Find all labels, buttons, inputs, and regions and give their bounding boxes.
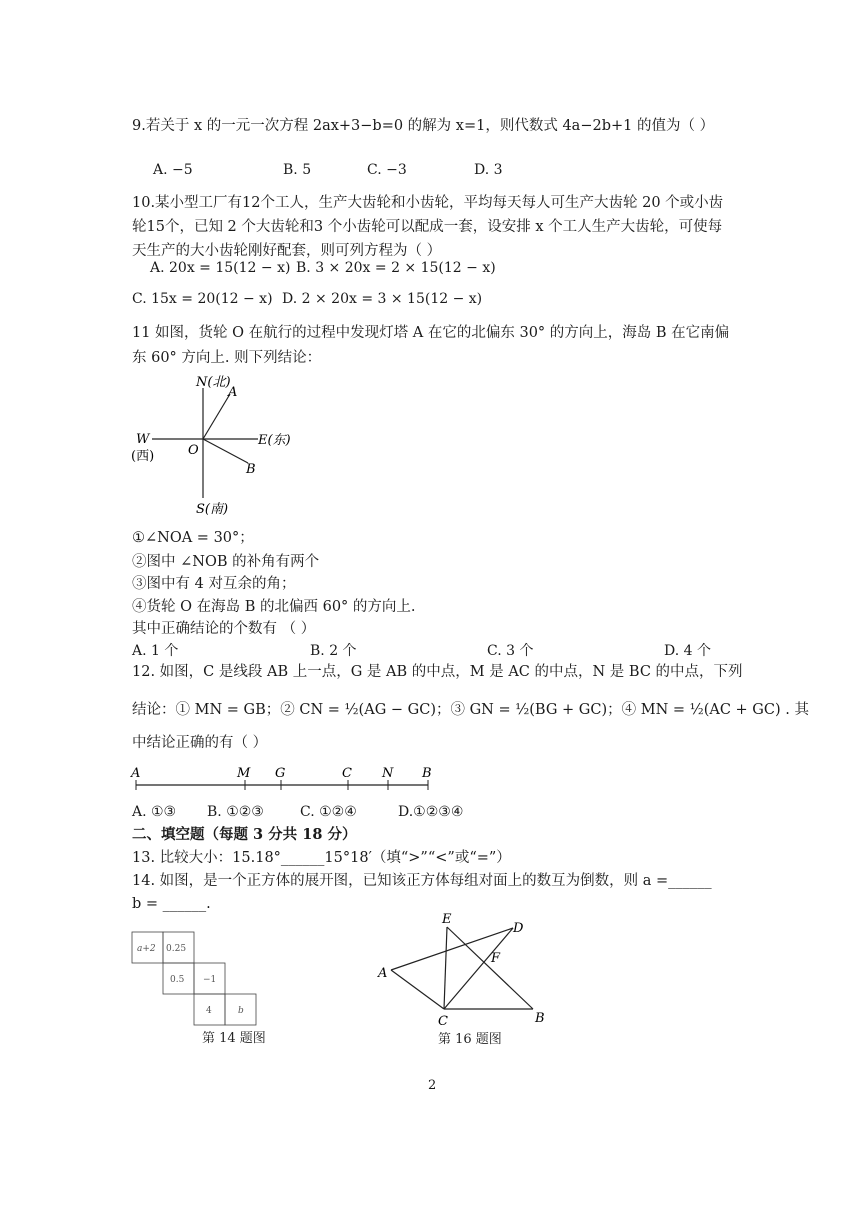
fig16-caption: 第 16 题图	[438, 1032, 502, 1047]
q11-stmt4: ④货轮 O 在海岛 B 的北偏西 60° 的方向上.	[132, 599, 416, 615]
q12-line1: 12. 如图，C 是线段 AB 上一点，G 是 AB 的中点，M 是 AC 的中点，N 是 BC 的中点，下列	[132, 664, 743, 680]
net-cell-b: b	[238, 1006, 244, 1016]
triangle-figure	[375, 905, 565, 1050]
q11-option-d: D. 4 个	[664, 643, 711, 659]
page-number: 2	[428, 1078, 437, 1093]
net-cell-neg1: −1	[203, 975, 217, 985]
q9-option-a: A. −5	[153, 162, 193, 178]
west-cn-label: (西)	[131, 449, 155, 464]
q14-line2: b = ______.	[132, 896, 211, 912]
q14-line1: 14. 如图，是一个正方体的展开图，已知该正方体每组对面上的数互为倒数，则 a =______	[132, 873, 712, 889]
q13-text: 13. 比较大小：15.18°______15°18′（填“>”“<”或“=”）	[132, 850, 511, 866]
seg-point-b: B	[422, 766, 432, 781]
q11-line2: 东 60° 方向上. 则下列结论：	[132, 350, 322, 366]
q9-text: 9.若关于 x 的一元一次方程 2ax+3−b=0 的解为 x=1，则代数式 4a−2b+1 的值为（ ）	[132, 118, 715, 134]
net-cell-025: 0.25	[166, 944, 187, 954]
q10-line1: 10.某小型工厂有12个工人，生产大齿轮和小齿轮，平均每天每人可生产大齿轮 20 个或小齿	[132, 195, 724, 211]
point-a-label: A	[228, 385, 238, 400]
q9-option-d: D. 3	[474, 162, 503, 178]
q11-option-c: C. 3 个	[487, 643, 534, 659]
q10-option-c: C. 15x = 20(12 − x)	[132, 291, 273, 307]
seg-point-m: M	[237, 766, 251, 781]
q11-option-b: B. 2 个	[310, 643, 357, 659]
tri-point-d: D	[513, 921, 524, 936]
net-cell-4: 4	[206, 1006, 212, 1016]
q11-line1: 11 如图，货轮 O 在航行的过程中发现灯塔 A 在它的北偏东 30° 的方向上，海岛 B 在它南偏	[132, 325, 730, 341]
q11-option-a: A. 1 个	[132, 643, 179, 659]
q11-stmt2: ②图中 ∠NOB 的补角有两个	[132, 554, 320, 570]
q10-line3: 天生产的大小齿轮刚好配套，则可列方程为（ ）	[132, 243, 442, 259]
q9-option-c: C. −3	[367, 162, 407, 178]
q10-option-b: B. 3 × 20x = 2 × 15(12 − x)	[296, 260, 496, 276]
q12-option-b: B. ①②③	[207, 804, 264, 820]
compass-figure	[130, 370, 310, 520]
q11-ask: 其中正确结论的个数有 （ ）	[132, 621, 316, 637]
tri-point-c: C	[438, 1014, 448, 1029]
south-label: S(南)	[196, 502, 229, 517]
q10-option-d: D. 2 × 20x = 3 × 15(12 − x)	[282, 291, 483, 307]
q12-option-d: D.①②③④	[398, 804, 464, 820]
q10-line2: 轮15个，已知 2 个大齿轮和3 个小齿轮可以配成一套，设安排 x 个工人生产大齿轮，可使每	[132, 219, 723, 235]
west-label: W	[136, 432, 150, 447]
east-label: E(东)	[258, 433, 291, 448]
seg-point-c: C	[342, 766, 352, 781]
q12-option-a: A. ①③	[132, 804, 177, 820]
seg-point-n: N	[382, 766, 394, 781]
q10-option-a: A. 20x = 15(12 − x)	[150, 260, 291, 276]
q11-stmt3: ③图中有 4 对互余的角；	[132, 576, 296, 592]
fig14-caption: 第 14 题图	[202, 1031, 266, 1046]
origin-label: O	[188, 443, 199, 458]
point-b-label: B	[246, 462, 256, 477]
q12-line2: 结论：① MN = GB；② CN = ½(AG − GC)；③ GN = ½(BG + GC)；④ MN = ½(AC + GC) . 其	[132, 702, 809, 718]
net-cell-05: 0.5	[170, 975, 185, 985]
net-cell-a2: a+2	[137, 944, 156, 954]
section-title: 二、填空题（每题 3 分共 18 分）	[132, 826, 357, 843]
segment-figure	[130, 762, 440, 796]
q11-stmt1: ①∠NOA = 30°；	[132, 530, 254, 546]
tri-point-e: E	[442, 912, 452, 927]
q12-line3: 中结论正确的有（ ）	[132, 735, 268, 751]
tri-point-b: B	[535, 1011, 545, 1026]
north-label: N(北)	[196, 375, 231, 390]
seg-point-a: A	[131, 766, 141, 781]
q9-option-b: B. 5	[283, 162, 312, 178]
q12-option-c: C. ①②④	[300, 804, 357, 820]
seg-point-g: G	[275, 766, 286, 781]
tri-point-a: A	[378, 966, 388, 981]
tri-point-f: F	[491, 951, 501, 966]
cube-net-figure	[130, 930, 270, 1055]
